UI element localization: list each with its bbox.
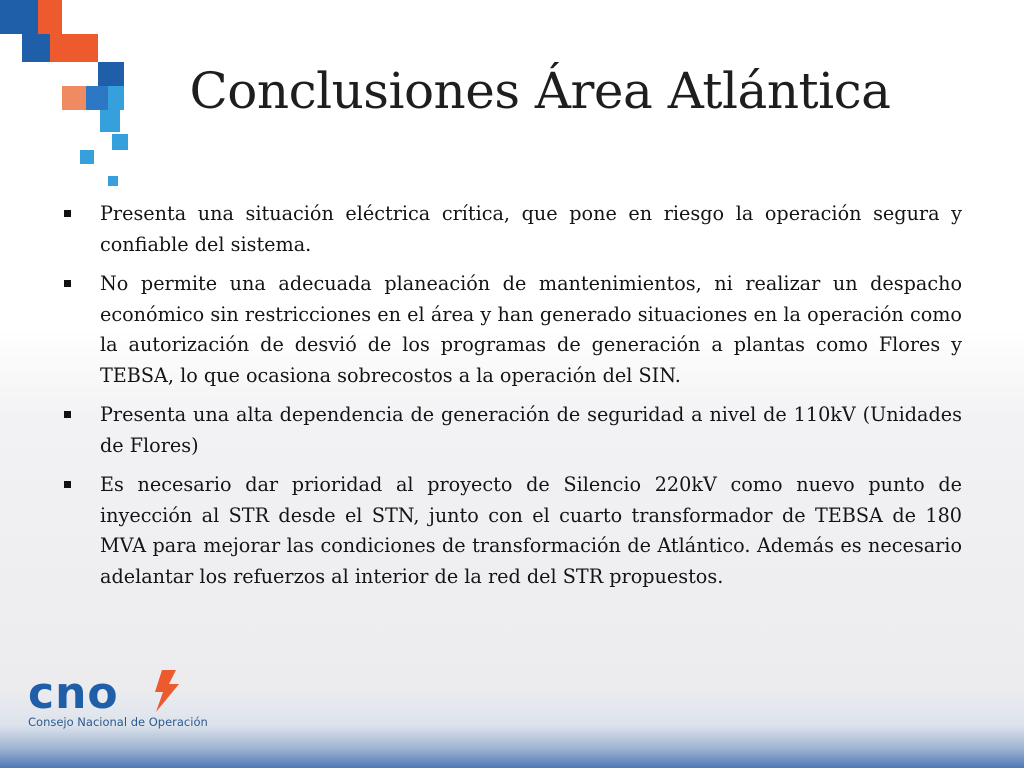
- bullet-text: Presenta una alta dependencia de generación de seguridad a nivel de 110kV (Unidades de Flores): [100, 403, 962, 457]
- logo-wordmark: cno: [28, 668, 119, 719]
- square-bullet-icon: [64, 280, 71, 287]
- bullet-item: [60, 470, 962, 592]
- bullet-text: No permite una adecuada planeación de mantenimientos, ni realizar un despacho económico sin restricciones en el área y han generado situaciones en la operación como la autorización de desvió de los programas de generación a plantas como Flores y TEBSA, lo que ocasiona sobrecostos a la operación del SIN.: [100, 272, 962, 387]
- square-bullet-icon: [64, 481, 71, 488]
- bullet-text: Es necesario dar prioridad al proyecto de Silencio 220kV como nuevo punto de inyección al STR desde el STN, junto con el cuarto transformador de TEBSA de 180 MVA para mejorar las condiciones de transformación de Atlántico. Además es necesario adelantar los refuerzos al interior de la red del STR propuestos.: [100, 473, 962, 588]
- bullet-item: [60, 400, 962, 461]
- square-bullet-icon: [64, 210, 71, 217]
- slide-body: [60, 199, 962, 601]
- logo-subtitle: Consejo Nacional de Operación: [28, 715, 208, 729]
- lightning-bolt-icon: [155, 670, 179, 712]
- slide-title: Conclusiones Área Atlántica: [189, 62, 891, 120]
- bullet-list: [60, 199, 962, 592]
- bullet-text: Presenta una situación eléctrica crítica, que pone en riesgo la operación segura y confiable del sistema.: [100, 202, 962, 256]
- bullet-item: [60, 269, 962, 391]
- square-bullet-icon: [64, 411, 71, 418]
- bullet-item: [60, 199, 962, 260]
